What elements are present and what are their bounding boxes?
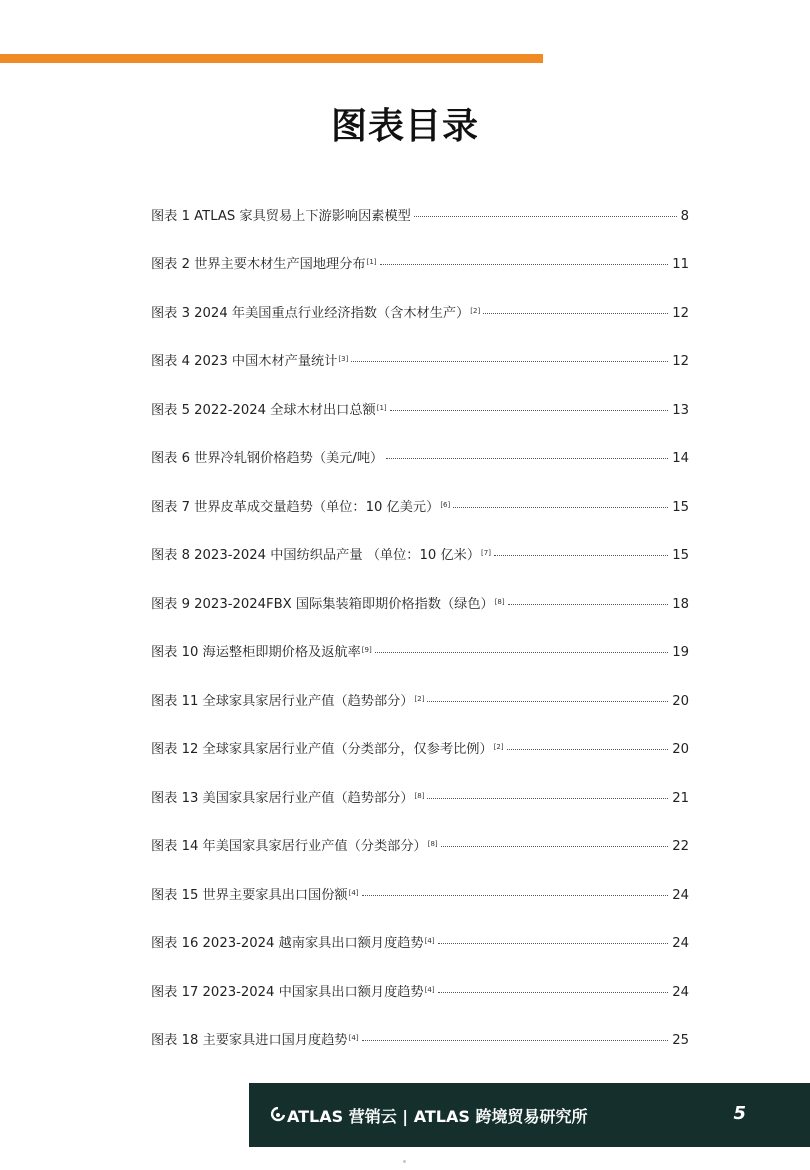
- toc-entry-label: 图表 18 主要家具进口国月度趋势: [151, 1033, 348, 1048]
- toc-entry[interactable]: [151, 275, 689, 324]
- footer-brand-text: ATLAS 营销云 | ATLAS 跨境贸易研究所: [287, 1106, 588, 1126]
- footer-logo: [271, 1104, 587, 1127]
- toc-entry-row: [151, 302, 689, 324]
- toc-entry-page-number: 21: [672, 790, 689, 806]
- toc-entry[interactable]: [151, 1003, 689, 1052]
- toc-entry-row: [151, 593, 689, 615]
- toc-entry-label: 图表 16 2023-2024 越南家具出口额月度趋势: [151, 936, 424, 951]
- toc-entry[interactable]: [151, 712, 689, 761]
- toc-entry-reference: [2]: [493, 743, 504, 751]
- toc-entry-reference: [1]: [366, 258, 377, 266]
- toc-dot-leader: [362, 895, 669, 896]
- top-accent-bar: [0, 54, 543, 63]
- toc-entry-reference: [4]: [424, 985, 435, 994]
- toc-entry[interactable]: [151, 615, 689, 664]
- toc-entry-label: 图表 9 2023-2024FBX 国际集装箱即期价格指数（绿色）: [151, 596, 494, 612]
- toc-dot-leader: [438, 992, 669, 993]
- toc-entry-label: 图表 7 世界皮革成交量趋势（单位：10 亿美元）: [151, 499, 440, 515]
- toc-dot-leader: [427, 701, 668, 702]
- toc-entry-label: 图表 13 美国家具家居行业产值（趋势部分）: [151, 790, 414, 806]
- toc-entry-row: [151, 835, 689, 857]
- toc-entry-row: [151, 205, 689, 227]
- toc-dot-leader: [380, 264, 669, 265]
- toc-dot-leader: [375, 652, 669, 653]
- page-title: 图表目录: [330, 106, 479, 147]
- toc-entry-row: [151, 981, 689, 1003]
- toc-entry-reference: [1]: [376, 403, 387, 412]
- toc-entry-page-number: 15: [672, 499, 689, 515]
- toc-entry-page-number: 8: [680, 208, 689, 224]
- atlas-logo-icon: [271, 1107, 285, 1123]
- toc-entry[interactable]: [151, 906, 689, 955]
- toc-dot-leader: [453, 507, 668, 508]
- toc-entry-reference: [4]: [348, 888, 359, 897]
- toc-dot-leader: [508, 604, 669, 605]
- toc-entry-reference: [2]: [414, 694, 425, 703]
- toc-entry-label: 图表 2 世界主要木材生产国地理分布: [151, 257, 366, 272]
- toc-entry-page-number: 12: [672, 354, 689, 369]
- toc-dot-leader: [507, 749, 669, 750]
- table-of-figures: [151, 178, 689, 1051]
- toc-entry[interactable]: [151, 469, 689, 518]
- toc-entry-row: [151, 690, 689, 712]
- toc-entry-page-number: 20: [672, 693, 689, 709]
- toc-entry[interactable]: [151, 421, 689, 470]
- toc-entry-reference: [4]: [348, 1034, 359, 1042]
- toc-dot-leader: [351, 361, 668, 362]
- toc-dot-leader: [362, 1040, 669, 1041]
- toc-entry-row: [151, 641, 689, 663]
- toc-entry[interactable]: [151, 809, 689, 858]
- toc-entry-reference: [8]: [494, 597, 505, 606]
- toc-entry-label: 图表 8 2023-2024 中国纺织品产量 （单位：10 亿米）: [151, 548, 481, 563]
- toc-entry-label: 图表 4 2023 中国木材产量统计: [151, 354, 338, 369]
- toc-entry[interactable]: [151, 663, 689, 712]
- toc-dot-leader: [386, 458, 668, 459]
- toc-entry-page-number: 13: [672, 402, 689, 418]
- toc-entry-row: [151, 544, 689, 566]
- toc-entry-row: [151, 496, 689, 518]
- toc-entry-label: 图表 1 ATLAS 家具贸易上下游影响因素模型: [151, 208, 411, 224]
- toc-entry[interactable]: [151, 760, 689, 809]
- toc-entry-reference: [3]: [338, 355, 349, 363]
- toc-entry[interactable]: [151, 227, 689, 276]
- toc-entry-label: 图表 15 世界主要家具出口国份额: [151, 887, 348, 903]
- toc-entry-page-number: 24: [672, 887, 689, 903]
- toc-dot-leader: [438, 943, 669, 944]
- toc-entry-reference: [8]: [414, 791, 425, 800]
- toc-entry-page-number: 24: [672, 984, 689, 1000]
- toc-entry-reference: [2]: [470, 306, 481, 315]
- scan-dot: [403, 1160, 406, 1163]
- footer-banner: [249, 1083, 810, 1147]
- toc-entry-label: 图表 3 2024 年美国重点行业经济指数（含木材生产）: [151, 305, 470, 321]
- toc-entry-row: [151, 253, 689, 275]
- toc-entry-page-number: 20: [672, 742, 689, 757]
- toc-entry-row: [151, 350, 689, 372]
- toc-entry-label: 图表 12 全球家具家居行业产值（分类部分，仅参考比例）: [151, 742, 493, 757]
- toc-entry-reference: [9]: [361, 646, 372, 654]
- toc-entry[interactable]: [151, 372, 689, 421]
- toc-entry-label: 图表 10 海运整柜即期价格及返航率: [151, 645, 361, 660]
- toc-entry[interactable]: [151, 518, 689, 567]
- toc-entry-page-number: 25: [672, 1033, 689, 1048]
- toc-entry-label: 图表 17 2023-2024 中国家具出口额月度趋势: [151, 984, 424, 1000]
- toc-entry[interactable]: [151, 857, 689, 906]
- toc-entry-label: 图表 14 年美国家具家居行业产值（分类部分）: [151, 839, 427, 854]
- toc-entry[interactable]: [151, 566, 689, 615]
- toc-entry-row: [151, 1029, 689, 1051]
- toc-entry-label: 图表 11 全球家具家居行业产值（趋势部分）: [151, 693, 414, 709]
- toc-entry-reference: [6]: [440, 500, 451, 509]
- toc-dot-leader: [441, 846, 669, 847]
- toc-entry-page-number: 22: [672, 839, 689, 854]
- toc-entry[interactable]: [151, 324, 689, 373]
- toc-entry-row: [151, 447, 689, 469]
- toc-entry-row: [151, 738, 689, 760]
- toc-dot-leader: [414, 216, 677, 217]
- toc-entry-reference: [8]: [427, 840, 438, 848]
- toc-dot-leader: [390, 410, 669, 411]
- toc-entry-page-number: 12: [672, 305, 689, 321]
- toc-entry-row: [151, 932, 689, 954]
- toc-entry-page-number: 24: [672, 936, 689, 951]
- toc-entry[interactable]: [151, 954, 689, 1003]
- toc-entry-label: 图表 6 世界冷轧钢价格趋势（美元/吨）: [151, 451, 384, 466]
- toc-entry-row: [151, 399, 689, 421]
- toc-entry[interactable]: [151, 178, 689, 227]
- toc-entry-page-number: 11: [672, 257, 689, 272]
- toc-entry-page-number: 19: [672, 645, 689, 660]
- toc-entry-row: [151, 884, 689, 906]
- toc-entry-page-number: 18: [672, 596, 689, 612]
- toc-entry-page-number: 15: [672, 548, 689, 563]
- toc-dot-leader: [427, 798, 668, 799]
- toc-entry-reference: [4]: [424, 937, 435, 945]
- toc-entry-label: 图表 5 2022-2024 全球木材出口总额: [151, 402, 376, 418]
- toc-entry-page-number: 14: [672, 451, 689, 466]
- footer-page-number: 5: [733, 1103, 746, 1124]
- toc-entry-reference: [7]: [481, 549, 491, 557]
- toc-entry-row: [151, 787, 689, 809]
- toc-dot-leader: [494, 555, 668, 556]
- toc-dot-leader: [483, 313, 668, 314]
